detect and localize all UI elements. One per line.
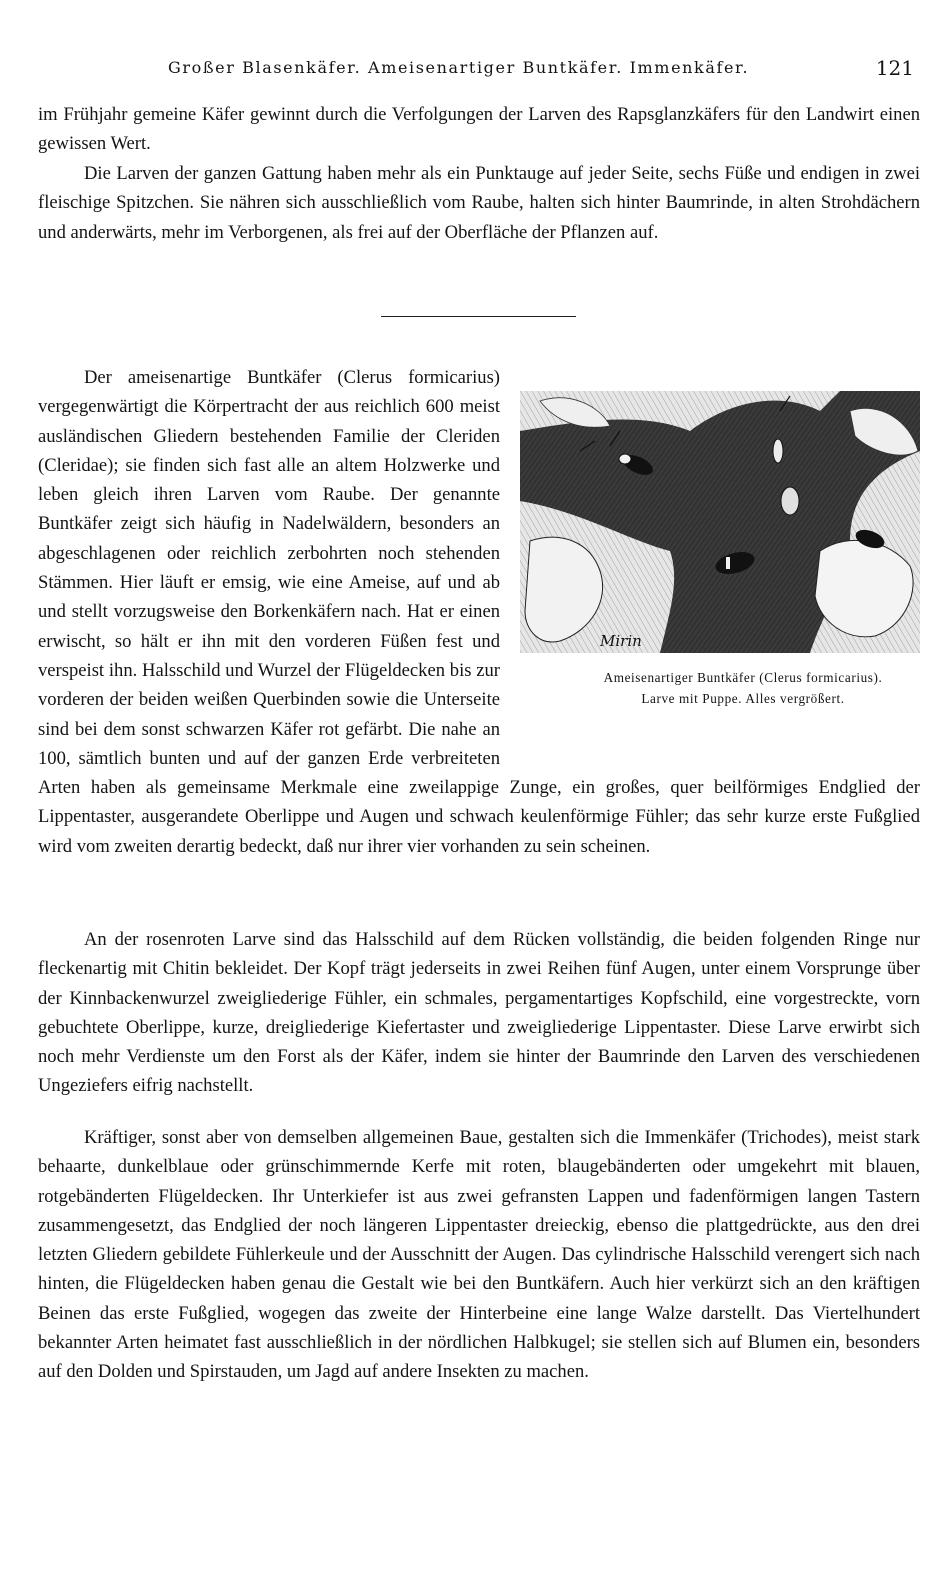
paragraph-continuation: im Frühjahr gemeine Käfer gewinnt durch die Verfolgungen der Larven des Rapsglanzkäfers für den Landwirt einen gewissen Wert. xyxy=(38,104,920,155)
paragraph-larvae: Die Larven der ganzen Gattung haben mehr als ein Punktauge auf jeder Seite, sechs Füße und endigen in zwei fleischige Spitzchen. Sie nähren sich ausschließlich vom Raube, halten sich hinter Baumrinde, in alten Strohdächern und anderwärts, mehr im Verborgenen, als frei auf der Oberfläche der Pflanzen auf. xyxy=(38,163,920,243)
figure-caption xyxy=(520,667,920,709)
running-header xyxy=(38,56,920,86)
figure-block xyxy=(514,363,920,751)
artist-signature: Mirin xyxy=(600,632,642,650)
engraving-image xyxy=(520,391,920,653)
paragraph-clerus-block xyxy=(38,363,920,861)
paragraph-clerus: Der ameisenartige Buntkäfer (Clerus formicarius) vergegenwärtigt die Körpertracht der aus reichlich 600 meist ausländischen Gliedern bestehenden Familie der Cleriden (Cleridae); sie finden sich fast alle an altem Holzwerke und leben gleich ihren Larven vom Raube. Der genannte Buntkäfer zeigt sich häufig in Nadelwäldern, besonders an abgeschlagenen oder reichlich zerbohrten noch stehenden Stämmen. Hier läuft er emsig, wie eine Ameise, auf und ab und stellt vorzugsweise den Borkenkäfern nach. Hat er einen erwischt, so hält er ihn mit den vorderen Füßen fest und verspeist ihn. Halsschild und Wurzel der Flügeldecken bis zur vorderen der beiden weißen Querbinden sowie die Unterseite sind bei dem sonst schwarzen Käfer rot gefärbt. Die nahe an 100, sämtlich bunten und auf der ganzen Erde verbreiteten Arten haben als gemeinsame Merkmale eine zweilappige Zunge, ein großes, quer beilförmiges Endglied der Lippentaster, ausgerandete Oberlippe und Augen und schwach keulenförmige Fühler; das sehr kurze erste Fußglied wird vom zweiten derartig bedeckt, daß nur ihrer vier vorhanden zu sein scheinen. xyxy=(38,367,920,857)
running-title: Großer Blasenkäfer. Ameisenartiger Buntkäfer. Immenkäfer. xyxy=(168,58,750,77)
page-number: 121 xyxy=(875,56,914,80)
section-divider xyxy=(381,316,576,317)
caption-line-2: Larve mit Puppe. Alles vergrößert. xyxy=(641,691,845,706)
paragraph-trichodes: Kräftiger, sonst aber von demselben allgemeinen Baue, gestalten sich die Immenkäfer (Trichodes), meist stark behaarte, dunkelblaue oder grünschimmernde Kerfe mit roten, blaugebänderten oder umgekehrt mit blauen, rotgebänderten Flügeldecken. Ihr Unterkiefer ist aus zwei gefransten Lappen und fadenförmigen langen Tastern zusammengesetzt, das Endglied der noch längeren Lippentaster dreieckig, ebenso die plattgedrückte, aus den drei letzten Gliedern gebildete Fühlerkeule und der Ausschnitt der Augen. Das cylindrische Halsschild verengert sich nach hinten, die Flügeldecken haben genau die Gestalt wie bei den Buntkäfern. Auch hier verkürzt sich an den kräftigen Beinen das erste Fußglied, wogegen das zweite der Hinterbeine eine lange Walze darstellt. Das Viertelhundert bekannter Arten heimatet fast ausschließlich in der nördlichen Halbkugel; sie stellen sich auf Blumen ein, besonders auf den Dolden und Spirstauden, um Jagd auf andere Insekten zu machen. xyxy=(38,1127,920,1383)
caption-line-1: Ameisenartiger Buntkäfer (Clerus formicarius). xyxy=(603,670,883,685)
beetle-illustration xyxy=(520,391,920,653)
paragraph-larva-description: An der rosenroten Larve sind das Halsschild auf dem Rücken vollständig, die beiden folgenden Ringe nur fleckenartig mit Chitin bekleidet. Der Kopf trägt jederseits in zwei Reihen fünf Augen, unter einem Vorsprunge über der Kinnbackenwurzel zweigliederige Fühler, ein schmales, pergamentartiges Kopfschild, eine vorgestreckte, vorn gebuchtete Oberlippe, kurze, dreigliederige Kiefertaster und zweigliederige Lippentaster. Diese Larve erwirbt sich noch mehr Verdienste um den Forst als der Käfer, indem sie hinter der Baumrinde den Larven des verschiedenen Ungeziefers eifrig nachstellt. xyxy=(38,929,920,1097)
